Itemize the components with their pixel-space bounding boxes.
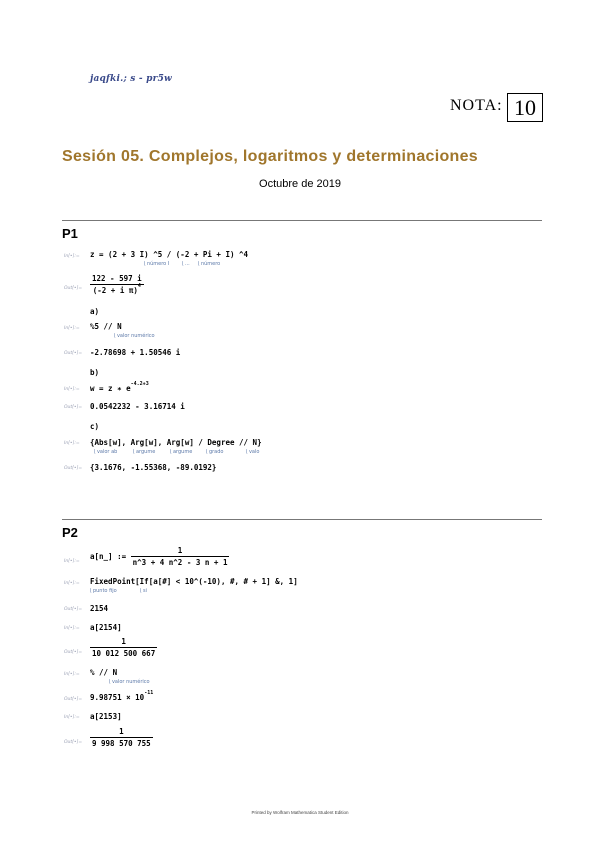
p2-output-4-base: 9.98751 × 10	[90, 693, 145, 702]
p2-input-1-denominator: n^3 + 4 n^2 - 3 n + 1	[132, 558, 228, 567]
p2-hint-2b: ⌊ si	[140, 588, 147, 594]
p2-input-4[interactable]: % // N	[90, 668, 118, 677]
p1-output-1-denominator: (-2 + i π)	[92, 286, 138, 295]
p2-output-4-exponent: -11	[144, 690, 154, 696]
page-footer: Printed by Wolfram Mathematica Student Edition	[251, 810, 349, 815]
out-label: Out[•]=	[64, 740, 83, 745]
p2-hint-4: ⌊ valor numérico	[109, 679, 150, 685]
p2-hint-2a: ⌊ punto fijo	[90, 588, 117, 594]
in-label: In[•]:=	[64, 581, 80, 586]
p1-hint-4d: ⌊ grado	[206, 449, 223, 455]
in-label: In[•]:=	[64, 326, 80, 331]
grade-label: NOTA:	[450, 97, 503, 114]
p2-output-2: 2154	[90, 604, 109, 613]
section-divider	[62, 220, 542, 221]
handwritten-signature: jaqfki.; s - pr5w	[90, 74, 173, 84]
in-label: In[•]:=	[64, 441, 80, 446]
p2-output-4	[90, 690, 154, 702]
out-label: Out[•]=	[64, 607, 83, 612]
section-divider	[62, 519, 542, 520]
p1-hint-4a: ⌊ valor ab	[94, 449, 117, 455]
p1-output-4: {3.1676, -1.55368, -89.0192}	[90, 463, 217, 472]
p2-output-3	[90, 637, 157, 658]
p1-part-a: a)	[90, 307, 100, 316]
out-label: Out[•]=	[64, 650, 83, 655]
out-label: Out[•]=	[64, 466, 83, 471]
p1-part-c: c)	[90, 422, 100, 431]
p1-input-3-code: w = z ∗ e	[90, 384, 131, 393]
p2-input-1-lhs: a[n_] :=	[90, 552, 127, 561]
p1-output-2: -2.78698 + 1.50546 i	[90, 348, 181, 357]
section-heading-p2: P2	[62, 525, 78, 540]
p1-input-4[interactable]: {Abs[w], Arg[w], Arg[w] / Degree // N}	[90, 438, 262, 447]
p1-hint-4e: ⌊ valo	[246, 449, 259, 455]
p2-input-1[interactable]	[90, 546, 229, 567]
section-heading-p1: P1	[62, 226, 78, 241]
p1-hint-2: ⌊ valor numérico	[114, 333, 155, 339]
p1-hint-1a: ⌊ número I	[144, 261, 169, 267]
p1-input-3[interactable]	[90, 381, 149, 393]
p2-output-5	[90, 727, 153, 748]
grade-box: 10	[507, 93, 543, 122]
p1-hint-1c: ⌊ número	[198, 261, 220, 267]
out-label: Out[•]=	[64, 286, 83, 291]
p1-hint-4b: ⌊ argume	[133, 449, 155, 455]
p1-output-1	[90, 274, 144, 295]
p2-input-5[interactable]: a[2153]	[90, 712, 122, 721]
p2-input-1-numerator: 1	[177, 546, 183, 555]
p1-output-1-exponent: 4	[137, 283, 141, 289]
p2-output-5-denominator: 9 998 570 755	[92, 739, 151, 748]
p1-output-3: 0.0542232 - 3.16714 i	[90, 402, 185, 411]
p2-output-5-numerator: 1	[119, 727, 124, 736]
page-date: Octubre de 2019	[259, 178, 341, 190]
in-label: In[•]:=	[64, 559, 80, 564]
p2-output-3-denominator: 10 012 500 667	[92, 649, 156, 658]
p2-input-2[interactable]: FixedPoint[If[a[#] < 10^(-10), #, # + 1] &, 1]	[90, 577, 298, 586]
in-label: In[•]:=	[64, 254, 80, 259]
page-title: Sesión 05. Complejos, logaritmos y determinaciones	[62, 148, 479, 165]
in-label: In[•]:=	[64, 626, 80, 631]
p1-hint-4c: ⌊ argume	[170, 449, 192, 455]
p1-input-1[interactable]: z = (2 + 3 I) ^5 / (-2 + Pi + I) ^4	[90, 250, 249, 259]
p1-output-1-numerator: 122 - 597 i	[92, 274, 142, 283]
p1-input-2[interactable]: %5 // N	[90, 322, 122, 331]
p1-part-b: b)	[90, 368, 100, 377]
out-label: Out[•]=	[64, 405, 83, 410]
p2-output-3-numerator: 1	[121, 637, 126, 646]
out-label: Out[•]=	[64, 351, 83, 356]
out-label: Out[•]=	[64, 697, 83, 702]
p2-input-3[interactable]: a[2154]	[90, 623, 122, 632]
p1-hint-1b: ⌊ ...	[182, 261, 190, 267]
p1-input-3-exponent: -4.2+3	[130, 381, 149, 387]
in-label: In[•]:=	[64, 672, 80, 677]
in-label: In[•]:=	[64, 715, 80, 720]
in-label: In[•]:=	[64, 387, 80, 392]
